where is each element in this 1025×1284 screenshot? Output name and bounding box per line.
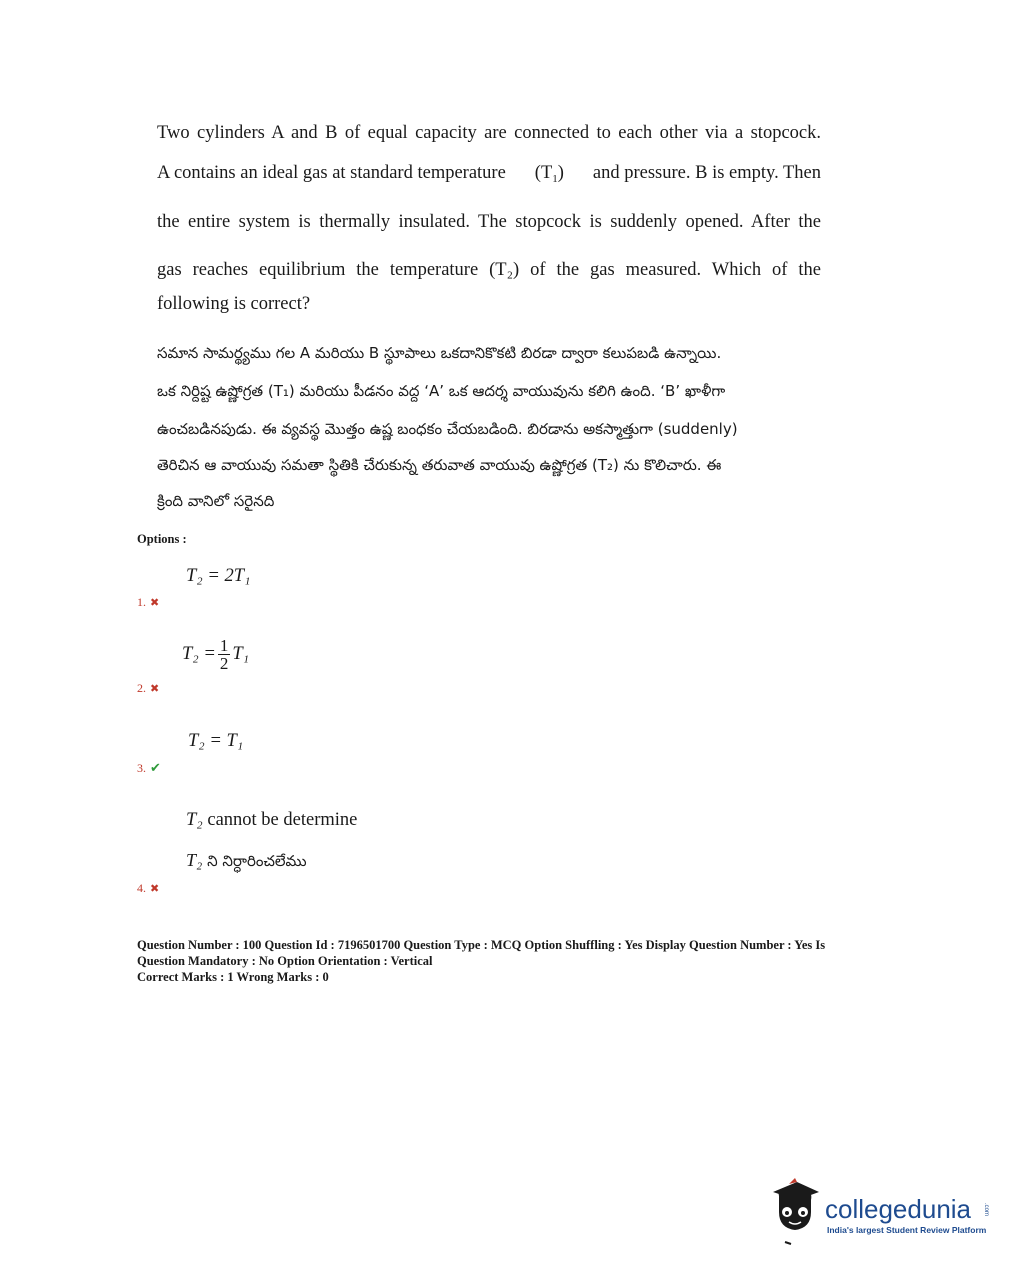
options-heading: Options : — [137, 532, 187, 546]
wrong-icon: ✖ — [150, 683, 160, 695]
question-line: ఒక నిర్దిష్ట ఉష్ణోగ్రత (T₁) మరియు పీడనం వద్ద ‘A’ ఒక ఆదర్శ వాయువును కలిగి ఉంది. ‘B’ ఖాళీగా — [157, 382, 726, 400]
fraction: $\frac{1}{2}$ — [219, 636, 229, 673]
question-line: సమాన సామర్థ్యము గల A మరియు B స్థూపాలు ఒకదానికొకటి బిరడా ద్వారా కలుపబడి ఉన్నాయి. — [157, 344, 722, 362]
option-3-number: 3. ✔ — [137, 760, 161, 775]
question-line: క్రింది వానిలో సరైనది — [157, 492, 275, 510]
wrong-icon: ✖ — [150, 883, 160, 895]
option-4-text-english: T₂ cannot be determine — [186, 810, 358, 830]
option-1-expression: T₂ = 2T₁ — [186, 566, 251, 586]
wrong-icon: ✖ — [150, 597, 160, 609]
option-4-text-telugu: T₂ ని నిర్ధారించలేము — [186, 850, 307, 870]
brand-suffix: .com — [983, 1203, 989, 1217]
mascot-icon — [767, 1178, 825, 1248]
collegedunia-logo — [767, 1178, 997, 1248]
check-icon: ✔ — [150, 760, 161, 775]
question-line: ఉంచబడినపుడు. ఈ వ్యవస్థ మొత్తం ఉష్ణ బంధకం చేయబడింది. బిరడాను అకస్మాత్తుగా (suddenly) — [157, 420, 738, 438]
question-line: తెరిచిన ఆ వాయువు సమతా స్థితికి చేరుకున్న తరువాత వాయువు ఉష్ణోగ్రత (T₂) ను కొలిచారు. ఈ — [157, 456, 722, 474]
option-2-expression: T₂ = $\frac{1}{2}$ T₁ — [182, 636, 250, 673]
brand-name: collegedunia — [825, 1194, 972, 1224]
option-2-number: 2. ✖ — [137, 681, 160, 695]
option-3-expression: T₂ = T₁ — [188, 731, 244, 751]
option-1-number: 1. ✖ — [137, 595, 160, 609]
brand-tagline: India's largest Student Review Platform — [827, 1225, 987, 1235]
option-4-number: 4. ✖ — [137, 881, 160, 895]
question-metadata: Question Number : 100 Question Id : 7196501700 Question Type : MCQ Option Shuffling : Yes Display Question Number : Yes Is Question Mandatory : No Option Orientation : Vertical Correct Marks : 1 Wrong Marks : 0 — [137, 938, 826, 984]
